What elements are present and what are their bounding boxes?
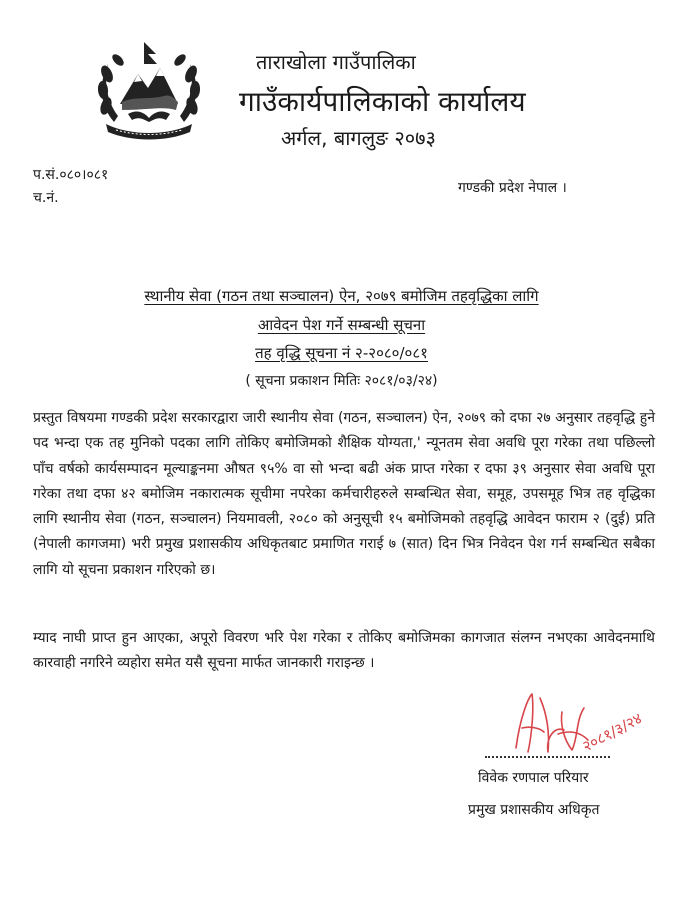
notice-body-paragraph-2: म्याद नाघी प्राप्त हुन आएका, अपूरो विवरण भरि पेश गरेका र तोकिए बमोजिमका कागजात संलग्न नभएका आवेदनमाथि कारवाही नगरिने व्यहोरा समेत यसै सूचना मार्फत जानकारी गराइन्छ । [33, 630, 655, 672]
notice-title-line2: आवेदन पेश गर्ने सम्बन्धी सूचना [257, 316, 426, 334]
publish-date: ( सूचना प्रकाशन मितिः २०८१/०३/२४) [245, 373, 438, 389]
signature-image [500, 668, 680, 768]
office-address: अर्गल, बागलुङ २०७३ [281, 126, 436, 150]
dispatch-number: च.नं. [33, 190, 59, 206]
signature-dotted-line [485, 756, 610, 758]
province-label: गण्डकी प्रदेश नेपाल । [458, 180, 567, 196]
signature-date: २०८१/३/२४ [579, 709, 646, 756]
reference-number: प.सं.०८०।०८१ [33, 167, 109, 183]
notice-title-line1: स्थानीय सेवा (गठन तथा सञ्चालन) ऐन, २०७९ बमोजिम तहवृद्धिका लागि [144, 287, 539, 305]
notice-body-paragraph-1: प्रस्तुत विषयमा गण्डकी प्रदेश सरकारद्वारा जारी स्थानीय सेवा (गठन, सञ्चालन) ऐन, २०७९ को दफा २७ अनुसार तहवृद्धि हुने पद भन्दा एक तह मुनिको पदका लागि तोकिए बमोजिमको शैक्षिक योग्यता,' न्यूनतम सेवा अवधि पूरा गरेका तथा पछिल्लो पाँच वर्षको कार्यसम्पादन मूल्याङ्कनमा औषत ९५% वा सो भन्दा बढी अंक प्राप्त गरेका र दफा ३९ अनुसार सेवा अवधि पूरा गरेका तथा दफा ४२ बमोजिम नकारात्मक सूचीमा नपरेका कर्मचारीहरुले सम्बन्धित सेवा, समूह, उपसमूह भित्र तह वृद्धिका लागि स्थानीय सेवा (गठन, सञ्चालन) नियमावली, २०८० को अनुसूची १५ बमोजिमको तहवृद्धि आवेदन फाराम २ (दुई) प्रति (नेपाली कागजमा) भरी प्रमुख प्रशासकीय अधिकृतबाट प्रमाणित गराई ७ (सात) दिन भित्र निवेदन पेश गर्न सम्बन्धित सबैका लागि यो सूचना प्रकाशन गरिएको छ। [33, 410, 655, 578]
municipality-name: ताराखोला गाउँपालिका [256, 50, 416, 74]
nepal-government-emblem-icon [94, 40, 204, 144]
notice-title-line3: तह वृद्धि सूचना नं २-२०८०/०८१ [255, 344, 428, 362]
signatory-designation: प्रमुख प्रशासकीय अधिकृत [468, 802, 600, 818]
office-name: गाउँकार्यपालिकाको कार्यालय [239, 85, 526, 118]
signatory-name: विवेक रणपाल परियार [478, 770, 589, 786]
